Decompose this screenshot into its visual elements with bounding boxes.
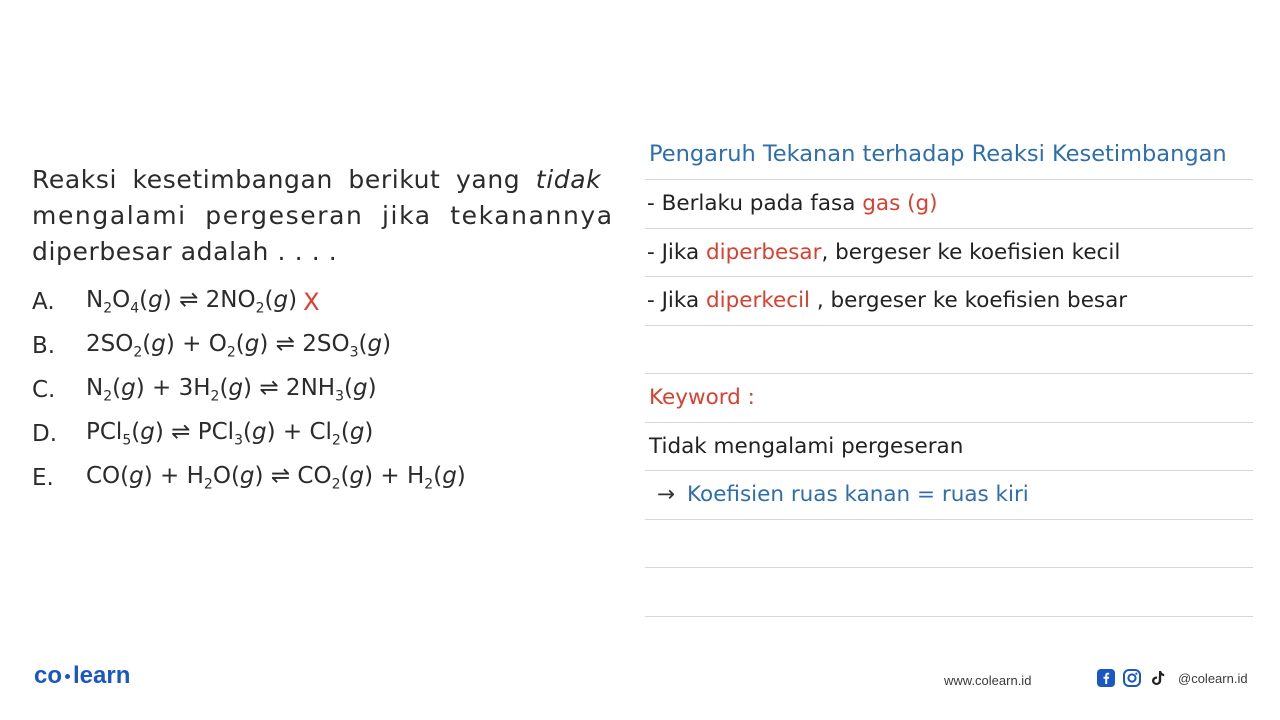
highlight-increase: diperbesar bbox=[706, 239, 822, 265]
equilibrium-arrow-icon: ⇌ bbox=[270, 463, 291, 490]
option-equation: $2SO_2(g) + O_2(g)$ ⇌ $2SO_3(g)$ bbox=[86, 331, 392, 361]
option-equation: $N_2O_4(g)$ ⇌ $2NO_2(g)$ bbox=[86, 287, 298, 317]
note-row-increase: - Jika diperbesar, bergeser ke koefisien kecil bbox=[645, 229, 1253, 278]
empty-row bbox=[645, 520, 1253, 569]
colearn-logo[interactable]: co learn bbox=[34, 662, 131, 689]
empty-row bbox=[645, 326, 1253, 375]
option-letter: A. bbox=[32, 289, 55, 315]
question-emphasis: tidak bbox=[535, 165, 602, 194]
facebook-icon[interactable] bbox=[1096, 668, 1116, 688]
option-a[interactable] bbox=[32, 280, 466, 324]
question-block bbox=[32, 162, 632, 270]
question-line-3: diperbesar adalah . . . . bbox=[32, 237, 338, 266]
option-letter: E. bbox=[32, 465, 54, 491]
option-c[interactable] bbox=[32, 368, 466, 412]
answer-options bbox=[32, 280, 466, 500]
keyword-text: Tidak mengalami pergeseran bbox=[645, 423, 1253, 472]
social-handle[interactable]: @colearn.id bbox=[1178, 670, 1248, 686]
notes-panel bbox=[645, 132, 1253, 617]
conclusion-row bbox=[645, 471, 1253, 520]
website-link[interactable]: www.colearn.id bbox=[944, 673, 1032, 688]
option-equation: $CO(g) + H_2O(g)$ ⇌ $CO_2(g) + H_2(g)$ bbox=[86, 463, 466, 493]
equilibrium-arrow-icon: ⇌ bbox=[275, 331, 295, 358]
cross-mark: X bbox=[303, 288, 320, 316]
highlight-decrease: diperkecil bbox=[706, 288, 811, 313]
option-letter: B. bbox=[32, 333, 56, 359]
conclusion-text: Koefisien ruas kanan = ruas kiri bbox=[687, 482, 1029, 507]
note-row-phase: - Berlaku pada fasa gas (g) bbox=[645, 180, 1253, 229]
equilibrium-arrow-icon: ⇌ bbox=[171, 419, 191, 446]
social-links bbox=[1096, 668, 1248, 688]
option-e[interactable] bbox=[32, 456, 466, 500]
option-equation: PCl$_5$(g) ⇌ $PCl_3(g) + Cl_2(g)$ bbox=[86, 419, 374, 449]
empty-row bbox=[645, 568, 1253, 617]
option-b[interactable] bbox=[32, 324, 466, 368]
notes-title: Pengaruh Tekanan terhadap Reaksi Kesetimbangan bbox=[645, 132, 1253, 180]
option-d[interactable] bbox=[32, 412, 466, 456]
question-line-1: Reaksi kesetimbangan berikut yang tidak bbox=[32, 165, 602, 194]
tiktok-icon[interactable] bbox=[1148, 668, 1168, 688]
option-equation: $N_2(g) + 3H_2(g)$ ⇌ $2NH_3(g)$ bbox=[86, 375, 377, 405]
option-letter: D. bbox=[32, 421, 58, 447]
option-letter: C. bbox=[32, 377, 56, 403]
equilibrium-arrow-icon: ⇌ bbox=[259, 375, 279, 402]
keyword-label: Keyword : bbox=[645, 374, 1253, 423]
equilibrium-arrow-icon: ⇌ bbox=[179, 287, 199, 314]
highlight-gas: gas (g) bbox=[862, 191, 938, 216]
instagram-icon[interactable] bbox=[1122, 668, 1142, 688]
logo-dot bbox=[65, 674, 70, 679]
note-row-decrease: - Jika diperkecil , bergeser ke koefisien besar bbox=[645, 277, 1253, 326]
question-line-2: mengalami pergeseran jika tekanannya bbox=[32, 201, 614, 230]
right-arrow-icon: → bbox=[657, 482, 676, 507]
